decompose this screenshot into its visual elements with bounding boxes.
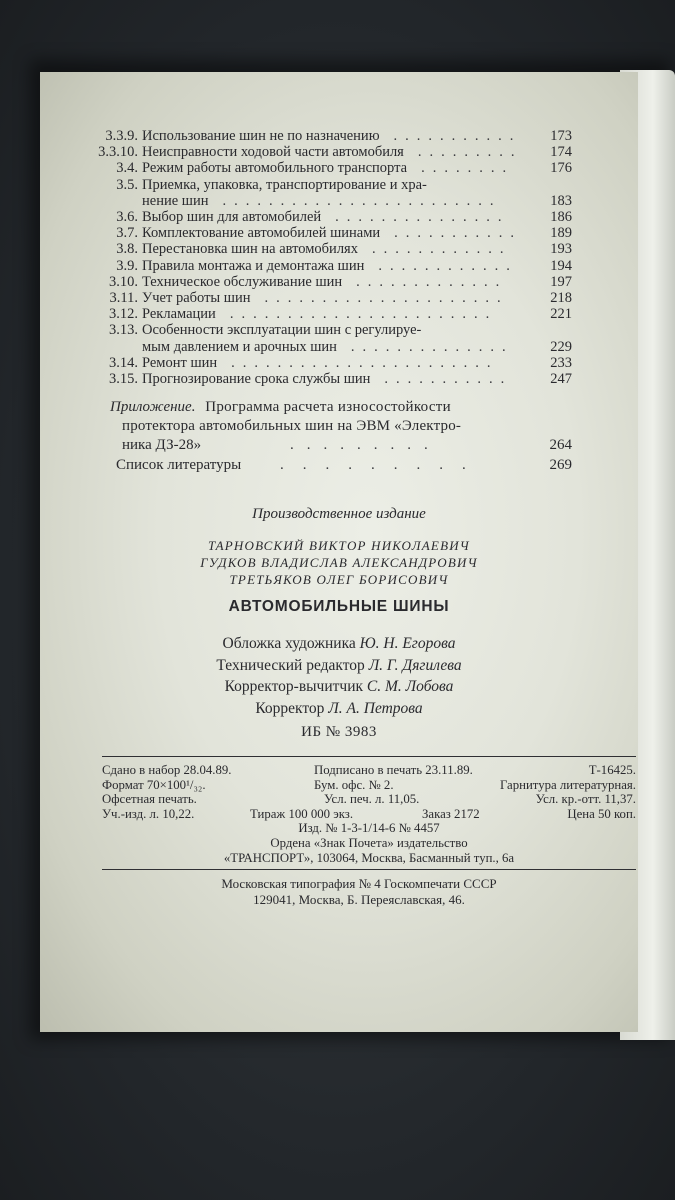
imprint-format: Формат 70×100¹/₃₂. <box>102 777 206 792</box>
toc-leader-dots: ....................... <box>231 354 499 371</box>
toc-section-number: 3.7. <box>116 225 138 242</box>
imprint-typeface: Гарнитура литературная. <box>499 777 636 792</box>
toc-leader-dots: ..................... <box>264 290 509 306</box>
toc-section-title: Выбор шин для автомобилей <box>142 209 322 225</box>
toc-section-title: Учет работы шин <box>142 290 251 306</box>
toc-leader-dots: ........... <box>394 225 523 242</box>
imprint-paper: Бум. офс. № 2. <box>314 777 394 792</box>
printer-line2: 129041, Москва, Б. Переяславская, 46. <box>253 892 465 907</box>
toc-entry <box>40 371 638 387</box>
toc-entry <box>40 128 638 144</box>
toc-entry <box>40 177 638 193</box>
toc-section-number: 3.10. <box>109 273 138 290</box>
toc-section-title: мым давлением и арочных шин <box>142 338 337 355</box>
toc-section-number: 3.3.10. <box>98 144 138 161</box>
imprint-bottom-rule <box>102 869 636 870</box>
appendix-page: 264 <box>549 437 572 453</box>
imprint-publ-sheets: Уч.-изд. л. 10,22. <box>102 806 195 821</box>
author-name: ТРЕТЬЯКОВ ОЛЕГ БОРИСОВИЧ <box>229 572 449 587</box>
toc-section-title: Прогнозирование срока службы шин <box>142 371 371 387</box>
imprint-edition-no: Изд. № 1-3-1/14-6 № 4457 <box>298 821 440 836</box>
toc-page-number: 193 <box>550 241 572 258</box>
toc-page-number: 197 <box>550 273 572 290</box>
toc-leader-dots: ............ <box>371 241 512 258</box>
book-page <box>40 72 638 1032</box>
author-name: ТАРНОВСКИЙ ВИКТОР НИКОЛАЕВИЧ <box>208 538 470 553</box>
toc-section-title: Комплектование автомобилей шинами <box>142 225 381 242</box>
toc-section-title: Рекламации <box>142 306 216 323</box>
authors-list <box>40 537 638 588</box>
appendix-line2: протектора автомобильных шин на ЭВМ «Электро- <box>122 418 462 434</box>
imprint-print-type: Офсетная печать. <box>102 792 197 807</box>
credit-role: Корректор-вычитчик <box>224 678 364 695</box>
toc-entry <box>40 225 638 241</box>
book-title: АВТОМОБИЛЬНЫЕ ШИНЫ <box>228 598 450 615</box>
toc-section-number: 3.6. <box>116 209 138 225</box>
toc-section-title: Режим работы автомобильного транспорта <box>142 160 408 177</box>
toc-section-number: 3.15. <box>109 371 138 387</box>
imprint-circulation: Тираж 100 000 экз. <box>250 806 354 821</box>
imprint-top-rule <box>102 756 636 757</box>
production-edition: Производственное издание <box>252 506 426 522</box>
toc-entry <box>40 306 638 322</box>
toc-page-number: 186 <box>550 209 572 225</box>
literature-page: 269 <box>549 457 572 473</box>
toc-page-number: 233 <box>550 354 572 371</box>
toc-section-number: 3.13. <box>109 322 138 339</box>
toc-section-number: 3.3.9. <box>105 128 138 144</box>
toc-page-number: 247 <box>550 371 572 387</box>
toc-section-title: Перестановка шин на автомобилях <box>142 241 358 258</box>
imprint-color-prints: Усл. кр.-отт. 11,37. <box>535 792 636 807</box>
toc-section-title: Ремонт шин <box>142 354 218 371</box>
toc-entry <box>40 193 638 209</box>
credit-name: Ю. Н. Егорова <box>359 635 456 652</box>
credit-role: Технический редактор <box>216 656 365 674</box>
toc-entry <box>40 160 638 176</box>
toc-section-title: Особенности эксплуатации шин с регулируе- <box>142 322 422 339</box>
toc-leader-dots: ....................... <box>229 306 498 323</box>
toc-entry <box>40 144 638 160</box>
toc-section-title: Приемка, упаковка, транспортирование и хра- <box>142 176 427 193</box>
imprint-t-code: Т-16425. <box>588 763 636 777</box>
toc-section-number: 3.14. <box>109 354 138 371</box>
toc-leader-dots: ........ <box>421 160 515 177</box>
toc-page-number: 176 <box>550 160 572 177</box>
literature-leader-dots: ......... <box>280 457 485 473</box>
toc-page-number: 221 <box>550 306 572 323</box>
toc-leader-dots: ............... <box>335 209 510 225</box>
credit-line <box>40 655 638 677</box>
toc-section-title: Неисправности ходовой части автомобиля <box>142 144 404 161</box>
toc-section-title: Использование шин не по назначению <box>142 128 380 144</box>
toc-leader-dots: ........................ <box>222 192 502 209</box>
imprint-print-sheets: Усл. печ. л. 11,05. <box>324 792 420 807</box>
imprint-price: Цена 50 коп. <box>567 806 636 821</box>
toc-entry <box>40 355 638 371</box>
imprint-order-of: Ордена «Знак Почета» издательство <box>270 835 468 850</box>
toc-page-number: 189 <box>550 225 572 242</box>
toc-section-number: 3.8. <box>116 241 138 258</box>
toc-page-number: 173 <box>550 128 572 144</box>
imprint-signed-to-print: Подписано в печать 23.11.89. <box>314 763 473 777</box>
appendix-line3: ника ДЗ-28» <box>122 437 202 453</box>
imprint-sent-to-set: Сдано в набор 28.04.89. <box>102 763 232 777</box>
toc-page-number: 174 <box>550 144 572 161</box>
toc-section-title: Правила монтажа и демонтажа шин <box>142 257 365 274</box>
toc-page-number: 194 <box>550 257 572 274</box>
credit-line <box>40 633 638 655</box>
toc-leader-dots: ......... <box>417 144 523 161</box>
toc-section-title: Техническое обслуживание шин <box>142 273 343 290</box>
credit-role: Корректор <box>255 699 325 717</box>
toc-entry <box>40 339 638 355</box>
toc-entry <box>40 258 638 274</box>
credit-name: Л. Г. Дягилева <box>368 656 462 674</box>
toc-entry <box>40 290 638 306</box>
toc-leader-dots: ............ <box>378 257 518 274</box>
literature-title: Список литературы <box>116 457 242 473</box>
credit-line <box>40 698 638 720</box>
toc-leader-dots: ........... <box>384 371 513 387</box>
toc-section-title: нение шин <box>142 192 209 209</box>
credits-block <box>40 633 638 719</box>
appendix-label: Приложение. <box>110 399 196 415</box>
credit-role: Обложка художника <box>222 635 356 652</box>
toc-page-number: 229 <box>550 338 572 355</box>
imprint-publisher: «ТРАНСПОРТ», 103064, Москва, Басманный туп., 6а <box>223 850 515 865</box>
imprint-block <box>102 763 636 865</box>
ib-number: ИБ № 3983 <box>301 724 377 740</box>
toc-entry <box>40 322 638 338</box>
toc-leader-dots: ........... <box>393 128 522 144</box>
toc-page-number: 183 <box>550 192 572 209</box>
toc-section-number: 3.9. <box>116 257 138 274</box>
author-name: ГУДКОВ ВЛАДИСЛАВ АЛЕКСАНДРОВИЧ <box>200 555 478 570</box>
toc-entry <box>40 274 638 290</box>
toc-page-number: 218 <box>550 290 572 306</box>
toc-section-number: 3.12. <box>109 306 138 323</box>
toc-section-number: 3.4. <box>116 160 138 177</box>
appendix-leader-dots: ......... <box>290 437 441 453</box>
toc-entry <box>40 209 638 225</box>
toc-leader-dots: .............. <box>350 338 514 355</box>
printer-info <box>80 876 638 908</box>
credit-name: С. М. Лобова <box>366 678 454 695</box>
toc-section-number: 3.11. <box>109 290 138 306</box>
toc-entry <box>40 241 638 257</box>
appendix-line1: Программа расчета износостойкости <box>205 399 451 415</box>
toc-leader-dots: ............. <box>356 273 508 290</box>
printer-line1: Московская типография № 4 Госкомпечати СССР <box>221 876 497 891</box>
imprint-order: Заказ 2172 <box>422 806 480 821</box>
credit-name: Л. А. Петрова <box>328 699 423 717</box>
credit-line <box>40 676 638 698</box>
toc-section-number: 3.5. <box>116 176 138 193</box>
